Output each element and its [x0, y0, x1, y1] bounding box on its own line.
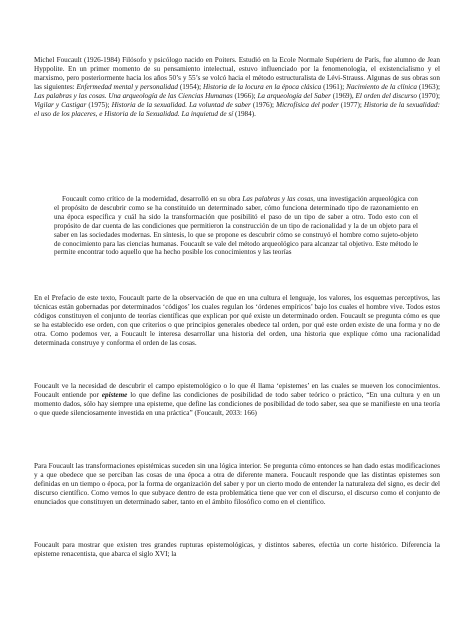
work-year: (1976);: [250, 101, 277, 110]
work-year: (1969),: [330, 92, 356, 101]
work-title: La arqueología del Saber: [257, 92, 331, 101]
work-year: (1977);: [338, 101, 364, 110]
work-title: Nacimiento de la clínica: [346, 83, 417, 92]
paragraph-transformaciones: Para Foucault las transformaciones epistémicas suceden sin una lógica interior. Se pregunta cómo entonces se han dado estas modificaciones y a que obedece que se perciban las cosas de una época a otra de diferente manera. Foucault responde que las distintas epistemes son definidas en un tiempo o época, por la forma de organización del saber y por un cierto modo de entender la naturaleza del signo, es decir del discurso científico. Como vemos lo que subyace dentro de esta problemática tiene que ver con el discurso, el discurso como el conjunto de enunciados que constituyen un determinado saber, tanto en el ámbito filosófico como en el científico.: [34, 462, 440, 507]
work-year: (1963);: [416, 83, 440, 92]
episteme-term: episteme: [101, 391, 128, 400]
work-year: (1954);: [178, 83, 203, 92]
work-title: Historia de la sexualidad. La voluntad de saber: [111, 101, 251, 110]
paragraph-archaeology: [54, 195, 418, 257]
paragraph-prefacio: En el Prefacio de este texto, Foucault parte de la observación de que en una cultura el lenguaje, los valores, los esquemas perceptivos, las técnicas están gobernadas por determinados ‘códigos’ los cuales regulan los ‘órdenes empíricos’ bajo los cuales el hombre vive. Todos estos códigos constituyen el conjunto de teorías científicas que explican por qué existe un determinado orden. Foucault se pregunta cómo es que se ha establecido ese orden, con que criterios o que principios generales obedece tal orden, por qué este orden existe de una forma y no de otra. Como podemos ver, a Foucault le interesa desarrollar una historia del orden, una historia que explique cómo una racionalidad determinada construye y conforma el orden de las cosas.: [34, 294, 440, 348]
paragraph-episteme: [34, 382, 440, 418]
archaeology-text: una investigación arqueológica con el propósito de descubrir como se ha constituido un determinado saber, cómo funciona determinado tipo de razonamiento en una época específica y cuál ha sido la transformación que posibilitó el paso de un tipo de saber a otro. Todo esto con el propósito de dar cuenta de las condiciones que permitieron la construcción de un tipo de racionalidad y la de un objeto para el saber en las sociedades modernas. En síntesis, lo que se propone es descubrir cómo se construyó el hombre como sujeto-objeto de conocimiento para las ciencias humanas. Foucault se vale del método arqueológico para alcanzar tal objetivo. Este método le permite encontrar todo aquello que ha hecho posible los conocimientos y las teorías: [54, 195, 418, 257]
work-year: (1966);: [232, 92, 258, 101]
bio-text: Michel Foucault (1926-1984) Filósofo y psicólogo nacido en Poiters. Estudió en la Ecole Normale Supérieru de París, fue alumno de Jean Hyppolite. En un primer momento de su pensamiento intelectual, estuvo influenciado por la fenomenología, el existencialismo y el marxismo, pero posteriormente hacia los años 50’s y 55’s se volcó hacia el método estructuralista de Lévi-Strauss. Algunas de sus obras son las siguientes:: [34, 56, 440, 92]
episteme-quote: lo que define las condiciones de posibilidad de todo saber teórico o práctico, “En una cultura y en un momento dados, sólo hay siempre una episteme, que define las condiciones de posibilidad de todo saber, sea que se manifieste en una teoría o que quede silenciosamente investida en una práctica” (Foucault, 2033: 166): [34, 391, 440, 418]
work-title: Las palabras y las cosas. Una arqueología de las Ciencias Humanas: [34, 92, 233, 101]
work-title: Historia de la sexualidad: el uso de los placeres, e Historia de la Sexualidad. La inquietud de sí: [34, 101, 440, 119]
work-year: (1975);: [86, 101, 112, 110]
work-title: Vigilar y Castigar: [34, 101, 87, 110]
work-title: El orden del discurso: [355, 92, 418, 101]
work-year: (1961);: [321, 83, 347, 92]
paragraph-biography: [34, 56, 440, 119]
archaeology-text: Foucault como crítico de la modernidad, desarrolló en su obra: [62, 195, 243, 203]
work-title: Enfermedad mental y personalidad: [76, 83, 179, 92]
episteme-text: Foucault ve la necesidad de descubrir el campo epistemológico o lo que él llama ‘epistemes’ en las cuales se mueven los conocimientos. Foucault entiende por: [34, 382, 440, 400]
work-title: Microfísica del poder: [276, 101, 339, 110]
work-year: (1970);: [417, 92, 441, 101]
work-title: Las palabras y las cosas,: [242, 195, 315, 203]
paragraph-rupturas: Foucault para mostrar que existen tres grandes rupturas epistemológicas, y distintos saberes, efectúa un corte histórico. Diferencia la episteme renacentista, que abarca el siglo XVI; la: [34, 541, 440, 559]
work-year: (1984).: [233, 110, 256, 119]
work-title: Historia de la locura en la época clásica: [202, 83, 322, 92]
